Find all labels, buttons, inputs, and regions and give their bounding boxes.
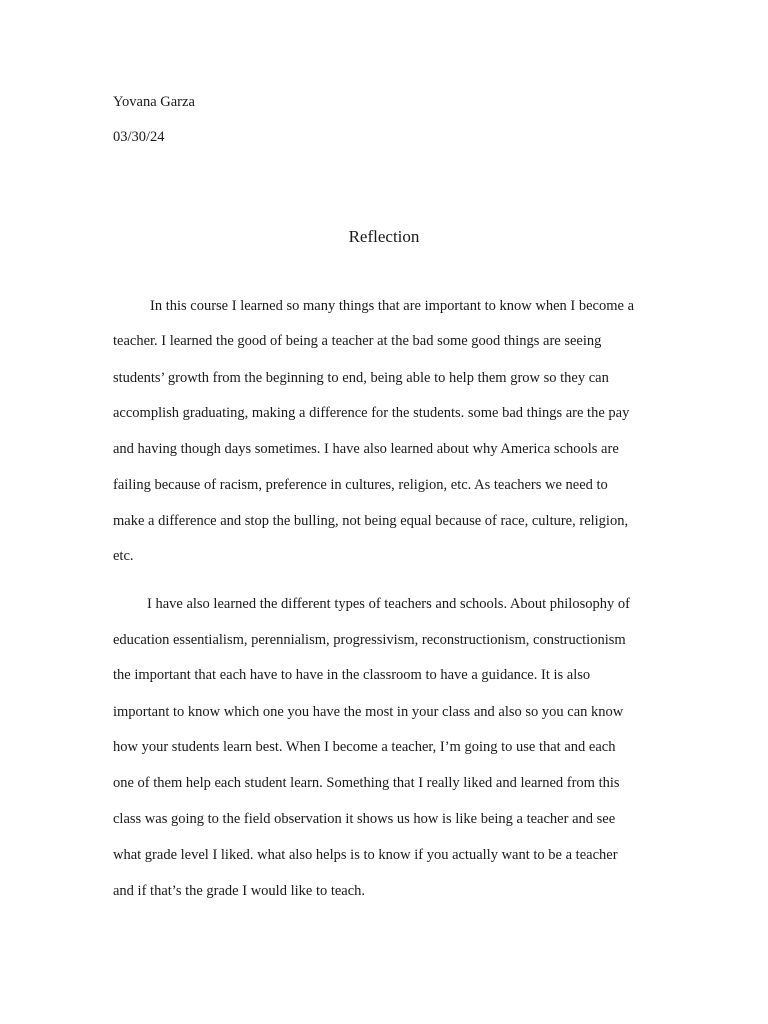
paragraph-line: class was going to the field observation it shows us how is like being a teacher and see bbox=[113, 811, 616, 827]
paragraph-line: I have also learned the different types of teachers and schools. About philosophy of bbox=[147, 596, 630, 612]
document-title: Reflection bbox=[348, 227, 420, 246]
paragraph-line: etc. bbox=[113, 548, 134, 564]
paragraph-line: failing because of racism, preference in cultures, religion, etc. As teachers we need to bbox=[113, 477, 608, 493]
paragraph-line: the important that each have to have in the classroom to have a guidance. It is also bbox=[113, 667, 591, 683]
paragraph-line: what grade level I liked. what also helps is to know if you actually want to be a teacher bbox=[113, 847, 618, 863]
paragraph-line: accomplish graduating, making a difference for the students. some bad things are the pay bbox=[113, 405, 630, 421]
paragraph-line: how your students learn best. When I become a teacher, I’m going to use that and each bbox=[113, 739, 616, 755]
document-date: 03/30/24 bbox=[113, 129, 165, 145]
paragraph-line: and if that’s the grade I would like to teach. bbox=[113, 883, 366, 899]
paragraph-line: teacher. I learned the good of being a teacher at the bad some good things are seeing bbox=[113, 333, 602, 349]
paragraph-line: education essentialism, perennialism, progressivism, reconstructionism, constructionism bbox=[113, 632, 626, 648]
paragraph-line: students’ growth from the beginning to end, being able to help them grow so they can bbox=[113, 370, 609, 386]
paragraph-line: and having though days sometimes. I have also learned about why America schools are bbox=[113, 441, 619, 457]
paragraph-line: one of them help each student learn. Something that I really liked and learned from this bbox=[113, 775, 620, 791]
paragraph-line: important to know which one you have the most in your class and also so you can know bbox=[113, 704, 624, 720]
paragraph-line: In this course I learned so many things that are important to know when I become a bbox=[150, 298, 635, 314]
author-name: Yovana Garza bbox=[113, 94, 195, 110]
paragraph-line: make a difference and stop the bulling, not being equal because of race, culture, religion, bbox=[113, 513, 629, 529]
